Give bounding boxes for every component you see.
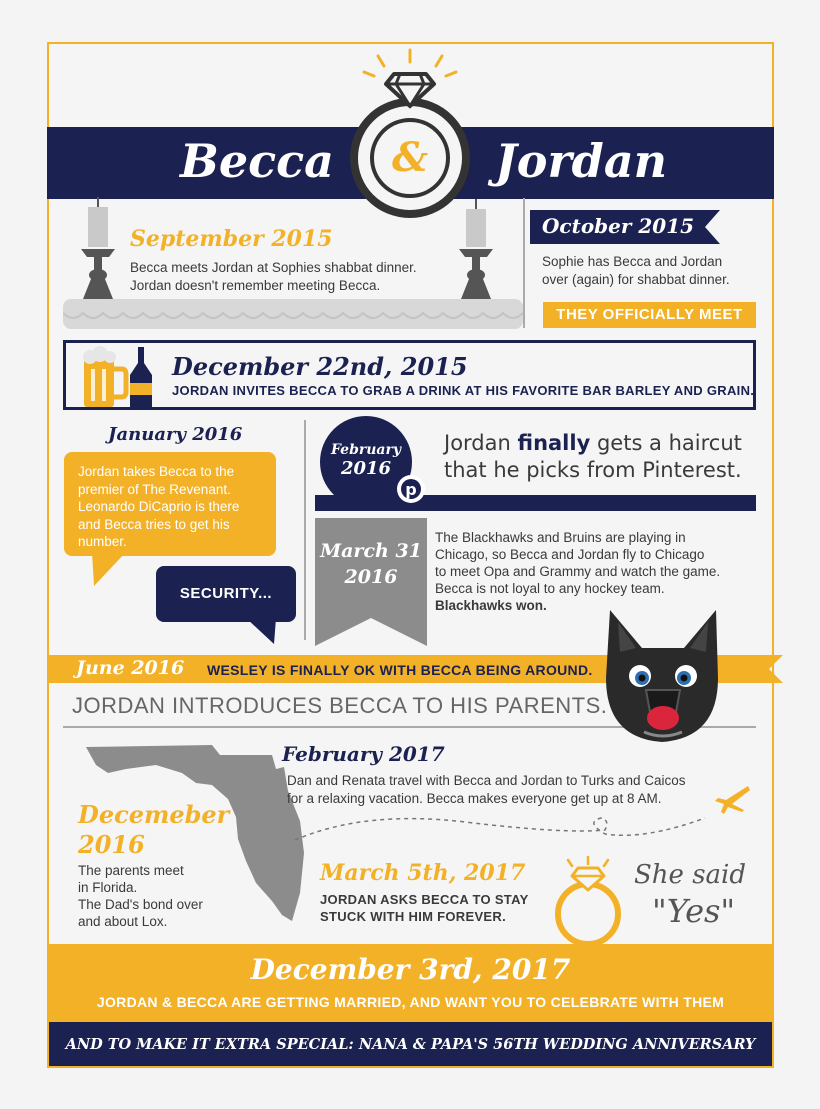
dec2016-text-4: and about Lox. [78,914,168,929]
feb2016-text-1b: finally [517,431,591,455]
mar2016-text-5: Blackhawks won. [435,598,547,613]
security-speech-bubble [156,566,296,646]
mar2016-date-2: 2016 [344,566,398,588]
dec2015-text: JORDAN INVITES BECCA TO GRAB A DRINK AT HIS FAVORITE BAR BARLEY AND GRAIN. [172,383,755,398]
mar2016-text-1: The Blackhawks and Bruins are playing in [435,530,686,545]
ring-gold-icon [538,856,638,946]
dec2016-date-1: Decemeber [78,800,230,829]
dog-wesley-icon [600,608,725,748]
jan2016-text-5: number. [78,534,127,549]
beer-bottle-icon [80,345,155,409]
jan2016-text [78,463,239,551]
feb2017-text-1: Dan and Renata travel with Becca and Jordan to Turks and Caicos [287,773,686,788]
oct2015-text-1: Sophie has Becca and Jordan [542,254,723,269]
feb2016-text-1c: gets a haircut [590,431,742,455]
oct2015-banner-text: THEY OFFICIALLY MEET [556,306,743,323]
sep2015-text-1: Becca meets Jordan at Sophies shabbat dinner. [130,260,417,275]
mar2016-text-2: Chicago, so Becca and Jordan fly to Chicago [435,547,705,562]
mar2016-date-1: March 31 [320,540,422,562]
oct2015-date: October 2015 [542,214,695,238]
jan2016-text-3: Leonardo DiCaprio is there [78,499,240,514]
mar2017-text-2: STUCK WITH HIM FOREVER. [320,909,507,924]
she-said-2: "Yes" [652,892,736,930]
jun2016-text-2: JORDAN INTRODUCES BECCA TO HIS PARENTS. [72,693,608,718]
she-said-1: She said [634,860,747,890]
feb2017-text-2: for a relaxing vacation. Becca makes everyone get up at 8 AM. [287,791,662,806]
svg-text:p: p [405,480,417,499]
dec2016-text-3: The Dad's bond over [78,897,203,912]
feb2016-date-2: 2016 [340,458,392,479]
mar2016-text [435,529,720,614]
ampersand: & [391,134,429,181]
footer-text: JORDAN & BECCA ARE GETTING MARRIED, AND WANT YOU TO CELEBRATE WITH THEM [96,994,725,1010]
feb2017-date: February 2017 [282,742,445,766]
jan2016-text-4: and Becca tries to get his [78,516,230,532]
footer-date: December 3rd, 2017 [250,953,571,986]
airplane-icon [712,782,752,822]
mar2017-text-1: JORDAN ASKS BECCA TO STAY [320,892,529,907]
footer-special: AND TO MAKE IT EXTRA SPECIAL: NANA & PAPA'S 56TH WEDDING ANNIVERSARY [65,1036,756,1053]
divider-vertical-2 [304,420,306,640]
dec2015-date: December 22nd, 2015 [172,352,468,381]
feb2016-text-2: that he picks from Pinterest. [444,458,742,482]
sep2015-date: September 2015 [130,226,333,252]
dec2016-text-1: The parents meet [78,863,184,878]
pinterest-icon [396,474,426,504]
flight-path [285,800,725,860]
dec2016-text-2: in Florida. [78,880,138,895]
mar2017-date: March 5th, 2017 [320,860,526,886]
oct2015-text-2: over (again) for shabbat dinner. [542,272,730,287]
feb2016-date-1: February [330,442,401,458]
jun2016-text: WESLEY IS FINALLY OK WITH BECCA BEING AROUND. [207,662,593,678]
security-text: SECURITY... [179,585,273,602]
sep2015-text-2: Jordan doesn't remember meeting Becca. [130,278,381,293]
jan2016-text-1: Jordan takes Becca to the [78,464,235,479]
dec2016-date-2: 2016 [78,830,145,859]
name-becca: Becca [180,134,334,188]
jan2016-date: January 2016 [108,424,243,445]
name-jordan: Jordan [495,134,668,188]
feb2016-text-1a: Jordan [444,431,518,455]
feb2016-text-line-1 [444,431,742,455]
jun2016-date: June 2016 [76,657,185,679]
divider-vertical-1 [523,198,525,328]
mar2016-text-3: to meet Opa and Grammy and watch the game. [435,564,721,579]
mar2016-text-4: Becca is not loyal to any hockey team. [435,581,665,596]
jan2016-text-2: premier of The Revenant. [78,481,231,497]
dec2016-text [78,862,203,930]
